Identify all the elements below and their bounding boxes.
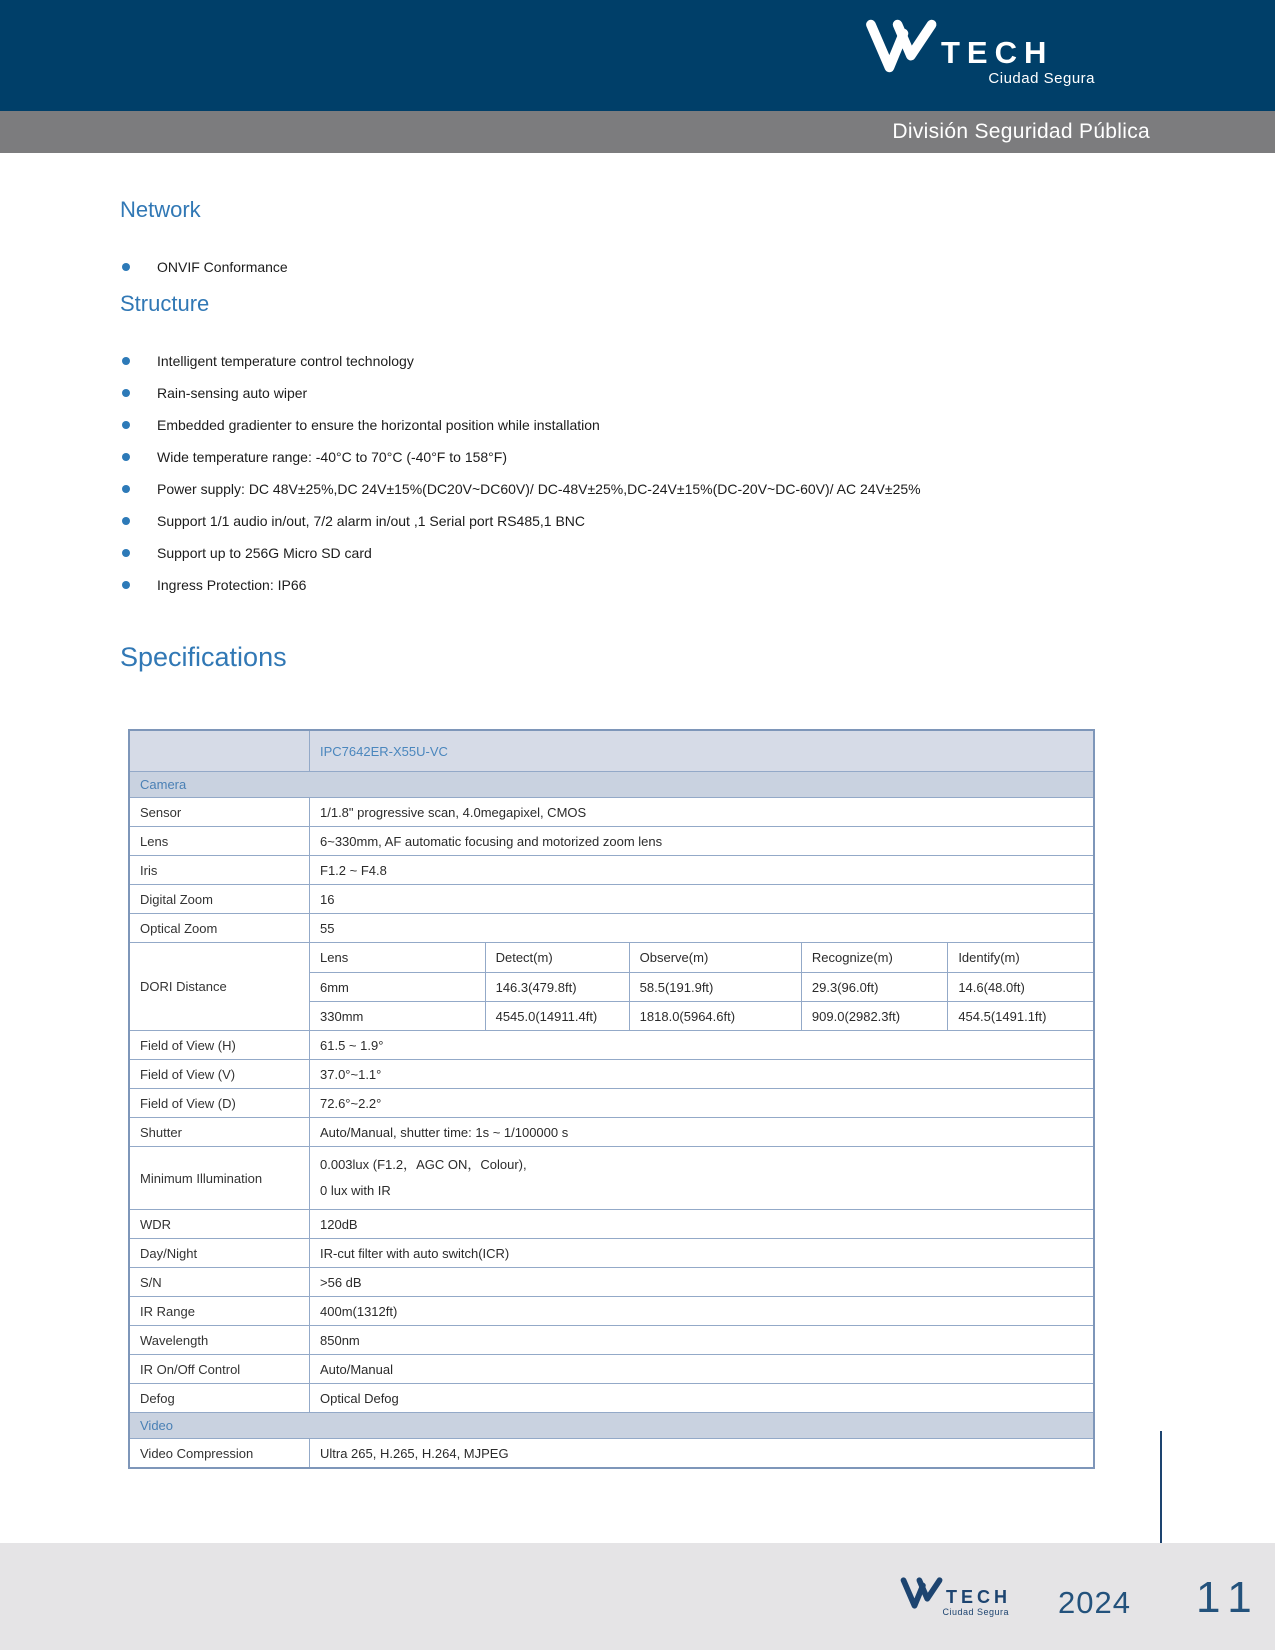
dori-cell: 4545.0(14911.4ft) (485, 1001, 629, 1030)
list-item (120, 385, 1155, 402)
logo-tagline: Ciudad Segura (942, 1607, 1009, 1617)
footer-band (0, 1543, 1275, 1650)
row-label: Shutter (130, 1118, 310, 1146)
dori-cell: 1818.0(5964.6ft) (629, 1001, 801, 1030)
row-value: 6~330mm, AF automatic focusing and motorized zoom lens (320, 833, 663, 849)
spec-row-sensor (130, 797, 1093, 826)
spec-row-minimum-illumination (130, 1146, 1093, 1209)
row-label: IR Range (130, 1297, 310, 1325)
spec-row-fov-h (130, 1030, 1093, 1059)
bullet-text: Ingress Protection: IP66 (157, 577, 307, 593)
value-line: 0.003lux (F1.2，AGC ON，Colour), (320, 1157, 527, 1172)
row-label: Iris (130, 856, 310, 884)
dori-header-cell: Detect(m) (485, 943, 629, 972)
row-value (310, 1147, 1093, 1209)
spec-row-ir-on-off (130, 1354, 1093, 1383)
row-value: IR-cut filter with auto switch(ICR) (320, 1245, 510, 1261)
spec-table (128, 729, 1095, 1469)
row-label: Video Compression (130, 1439, 310, 1467)
spec-row-optical-zoom (130, 913, 1093, 942)
row-value: F1.2 ~ F4.8 (320, 862, 387, 878)
row-value: 120dB (320, 1216, 358, 1232)
section-title-specifications: Specifications (120, 642, 287, 672)
bullet-icon (122, 263, 130, 271)
model-cell: IPC7642ER-X55U-VC (320, 743, 448, 759)
spec-row-sn (130, 1267, 1093, 1296)
dori-cell: 6mm (310, 972, 485, 1001)
bullet-icon (122, 549, 130, 557)
row-value: 55 (320, 920, 335, 936)
list-item (120, 417, 1155, 434)
list-item (120, 353, 1155, 370)
row-label: Lens (130, 827, 310, 855)
bullet-text: Rain-sensing auto wiper (157, 385, 308, 401)
spec-row-defog (130, 1383, 1093, 1412)
spec-row-shutter (130, 1117, 1093, 1146)
division-title: División Seguridad Pública (892, 120, 1150, 143)
dori-header-cell: Recognize(m) (801, 943, 947, 972)
bullet-text: Power supply: DC 48V±25%,DC 24V±15%(DC20V~DC60V)/ DC-48V±25%,DC-24V±15%(DC-20V~DC-60V)/ AC 24V±25% (157, 481, 921, 497)
table-section-camera: Camera (130, 771, 1093, 797)
row-label: Digital Zoom (130, 885, 310, 913)
spec-row-fov-d (130, 1088, 1093, 1117)
table-header-empty-cell (130, 731, 310, 771)
row-value: Auto/Manual, shutter time: 1s ~ 1/100000 s (320, 1124, 569, 1140)
footer-wtech-logo (900, 1575, 1011, 1617)
bullet-icon (122, 485, 130, 493)
bullet-text: Support up to 256G Micro SD card (157, 545, 372, 561)
row-value: 1/1.8" progressive scan, 4.0megapixel, CMOS (320, 804, 587, 820)
page-content (0, 153, 1275, 1469)
list-item (120, 259, 1155, 276)
row-value: 850nm (320, 1332, 360, 1348)
row-value: 16 (320, 891, 335, 907)
bullet-icon (122, 517, 130, 525)
list-item (120, 577, 1155, 594)
section-title-network: Network (120, 197, 201, 222)
list-item (120, 513, 1155, 530)
row-value: Ultra 265, H.265, H.264, MJPEG (320, 1445, 509, 1461)
spec-row-lens (130, 826, 1093, 855)
wtech-logo-w-icon (865, 16, 939, 76)
footer-year: 2024 (1058, 1585, 1131, 1620)
row-label: IR On/Off Control (130, 1355, 310, 1383)
wtech-logo-w-icon (900, 1575, 944, 1611)
bullet-text: Support 1/1 audio in/out, 7/2 alarm in/out ,1 Serial port RS485,1 BNC (157, 513, 586, 529)
table-header-row (130, 731, 1093, 771)
spec-row-wdr (130, 1209, 1093, 1238)
spec-row-ir-range (130, 1296, 1093, 1325)
row-value: Optical Defog (320, 1390, 399, 1406)
dori-subtable (310, 943, 1093, 1030)
list-item (120, 481, 1155, 498)
spec-row-iris (130, 855, 1093, 884)
row-value: Auto/Manual (320, 1361, 393, 1377)
row-label: Day/Night (130, 1239, 310, 1267)
logo-tech-text: TECH (941, 35, 1054, 70)
bullet-text: Intelligent temperature control technology (157, 353, 414, 369)
list-item (120, 545, 1155, 562)
page-number: 11 (1196, 1573, 1262, 1622)
wtech-logo (865, 16, 1105, 87)
row-label: Minimum Illumination (130, 1147, 310, 1209)
dori-header-cell: Identify(m) (947, 943, 1093, 972)
row-label: Sensor (130, 798, 310, 826)
section-title-structure: Structure (120, 291, 210, 316)
spec-row-video-compression (130, 1438, 1093, 1467)
row-label: WDR (130, 1210, 310, 1238)
row-value: 37.0°~1.1° (320, 1066, 382, 1082)
row-label: Field of View (V) (130, 1060, 310, 1088)
spec-row-dori-distance (130, 942, 1093, 1030)
row-label: Field of View (D) (130, 1089, 310, 1117)
bullet-icon (122, 357, 130, 365)
dori-cell: 909.0(2982.3ft) (801, 1001, 947, 1030)
bullet-text: Embedded gradienter to ensure the horizontal position while installation (157, 417, 600, 433)
value-line: 0 lux with IR (320, 1183, 391, 1198)
row-label: Defog (130, 1384, 310, 1412)
division-band (0, 111, 1275, 153)
dori-cell: 29.3(96.0ft) (801, 972, 947, 1001)
spec-row-digital-zoom (130, 884, 1093, 913)
row-label: DORI Distance (130, 943, 310, 1030)
dori-header-cell: Lens (320, 950, 349, 965)
dori-cell: 14.6(48.0ft) (947, 972, 1093, 1001)
row-label: Wavelength (130, 1326, 310, 1354)
row-label: Optical Zoom (130, 914, 310, 942)
bullet-icon (122, 581, 130, 589)
row-label: S/N (130, 1268, 310, 1296)
dori-header-cell: Observe(m) (629, 943, 801, 972)
dori-cell: 146.3(479.8ft) (485, 972, 629, 1001)
structure-list (120, 353, 1155, 594)
bullet-icon (122, 389, 130, 397)
table-section-video: Video (130, 1412, 1093, 1438)
row-value: 400m(1312ft) (320, 1303, 398, 1319)
spec-row-day-night (130, 1238, 1093, 1267)
logo-tagline: Ciudad Segura (988, 70, 1095, 87)
logo-tech-text: TECH (946, 1586, 1011, 1607)
spec-row-fov-v (130, 1059, 1093, 1088)
dori-cell: 330mm (310, 1001, 485, 1030)
dori-cell: 454.5(1491.1ft) (947, 1001, 1093, 1030)
dori-cell: 58.5(191.9ft) (629, 972, 801, 1001)
list-item (120, 449, 1155, 466)
row-value: 61.5 ~ 1.9° (320, 1037, 384, 1053)
bullet-icon (122, 421, 130, 429)
row-label: Field of View (H) (130, 1031, 310, 1059)
spec-row-wavelength (130, 1325, 1093, 1354)
bullet-text: Wide temperature range: -40°C to 70°C (-40°F to 158°F) (157, 449, 507, 465)
bullet-icon (122, 453, 130, 461)
row-value: 72.6°~2.2° (320, 1095, 382, 1111)
header-banner (0, 0, 1275, 111)
network-list (120, 259, 1155, 276)
bullet-text: ONVIF Conformance (157, 259, 288, 275)
row-value: >56 dB (320, 1274, 362, 1290)
